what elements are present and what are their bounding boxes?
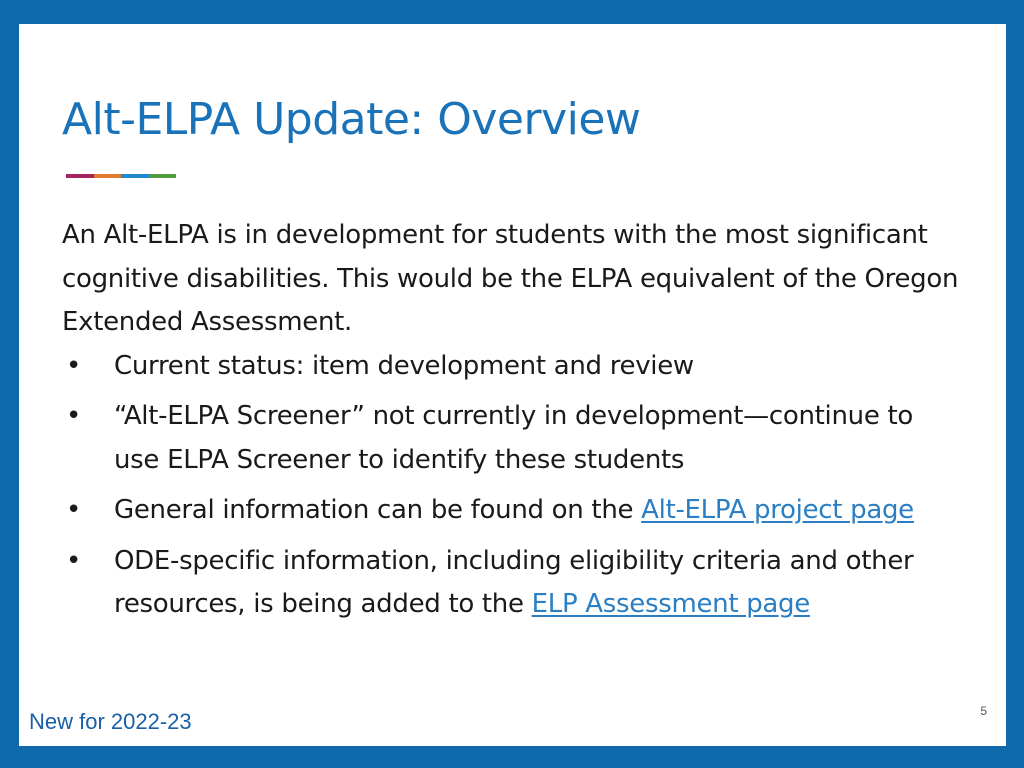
bullet-text: ODE-specific information, including eligibility criteria and other resources, is being added to the (114, 545, 914, 619)
slide-canvas (19, 24, 1006, 746)
alt-elpa-project-page-link[interactable]: Alt-ELPA project page (641, 495, 914, 525)
bullet-item-general-info (62, 489, 962, 533)
accent-segment-1 (66, 174, 94, 178)
slide-title: Alt-ELPA Update: Overview (62, 94, 641, 145)
bullet-dot-icon: • (66, 495, 82, 525)
bullet-text: General information can be found on the (114, 495, 642, 525)
intro-paragraph: An Alt-ELPA is in development for students with the most significant cognitive disabilities. This would be the ELPA equivalent of the Oregon Extended Assessment. (62, 220, 959, 337)
bullet-item-status (62, 345, 962, 389)
slide-body (62, 214, 962, 634)
bullet-text: Current status: item development and review (114, 350, 694, 381)
accent-segment-4 (149, 174, 177, 178)
page-number: 5 (980, 704, 987, 718)
elp-assessment-page-link[interactable]: ELP Assessment page (531, 589, 810, 619)
accent-segment-3 (121, 174, 149, 178)
bullet-item-screener (62, 395, 962, 482)
bullet-text: “Alt-ELPA Screener” not currently in development—continue to use ELPA Screener to identify these students (114, 401, 913, 475)
title-accent-bar (66, 174, 176, 178)
bullet-dot-icon: • (66, 401, 82, 431)
accent-segment-2 (94, 174, 122, 178)
bullet-item-ode-info (62, 540, 962, 627)
new-for-year-label: New for 2022-23 (29, 709, 192, 734)
bullet-dot-icon: • (66, 350, 82, 381)
bullet-list (62, 345, 962, 627)
bullet-dot-icon: • (66, 545, 82, 576)
